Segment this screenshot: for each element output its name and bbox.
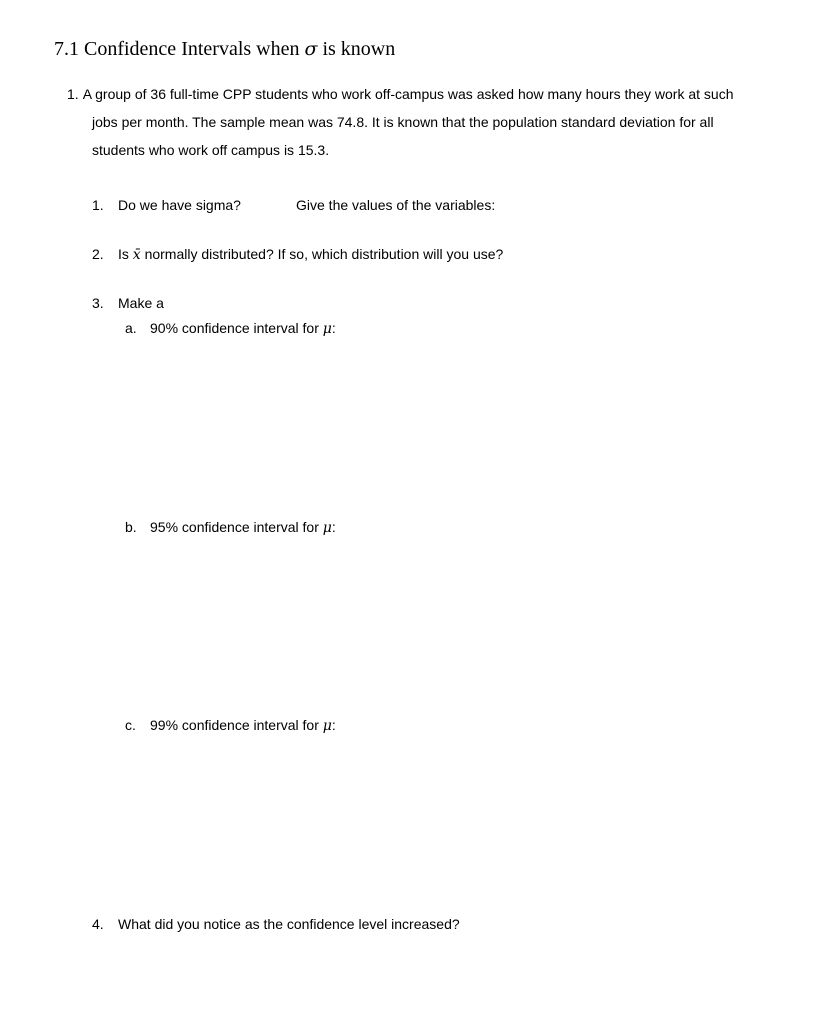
subpart-b-text: 95% confidence interval for μ: [150,519,336,536]
subpart-c-text: 99% confidence interval for μ: [150,717,336,734]
problem-line-1: 1. A group of 36 full-time CPP students who work off-campus was asked how many hours they work at such [67,86,734,102]
question-4-number: 4. [92,916,104,932]
question-4-text: What did you notice as the confidence level increased? [118,916,460,932]
question-1-number: 1. [92,197,104,213]
mu-symbol: μ [322,520,332,536]
question-3-number: 3. [92,295,104,311]
subpart-a-letter: a. [125,320,137,336]
problem-statement [67,80,757,164]
question-2-number: 2. [92,246,104,262]
mu-symbol: μ [322,718,332,734]
title-text-after: is known [317,38,396,60]
subpart-a-text: 90% confidence interval for μ: [150,320,336,337]
sigma-symbol: σ [304,38,318,60]
mu-symbol: μ [322,321,332,337]
question-3-text: Make a [118,295,164,311]
question-2-text: Is x̄ normally distributed? If so, which distribution will you use? [118,246,504,263]
x-bar-symbol: x̄ [132,247,141,263]
title-text-before: 7.1 Confidence Intervals when [54,38,305,60]
page-title [54,38,395,61]
question-1-text: Do we have sigma? [118,197,241,213]
subpart-c-letter: c. [125,717,136,733]
subpart-b-letter: b. [125,519,137,535]
problem-number: 1. [67,86,79,102]
problem-line-2: jobs per month. The sample mean was 74.8. It is known that the population standard deviation for all [92,114,714,130]
question-1-extra: Give the values of the variables: [296,197,496,213]
problem-line-3: students who work off campus is 15.3. [92,142,330,158]
